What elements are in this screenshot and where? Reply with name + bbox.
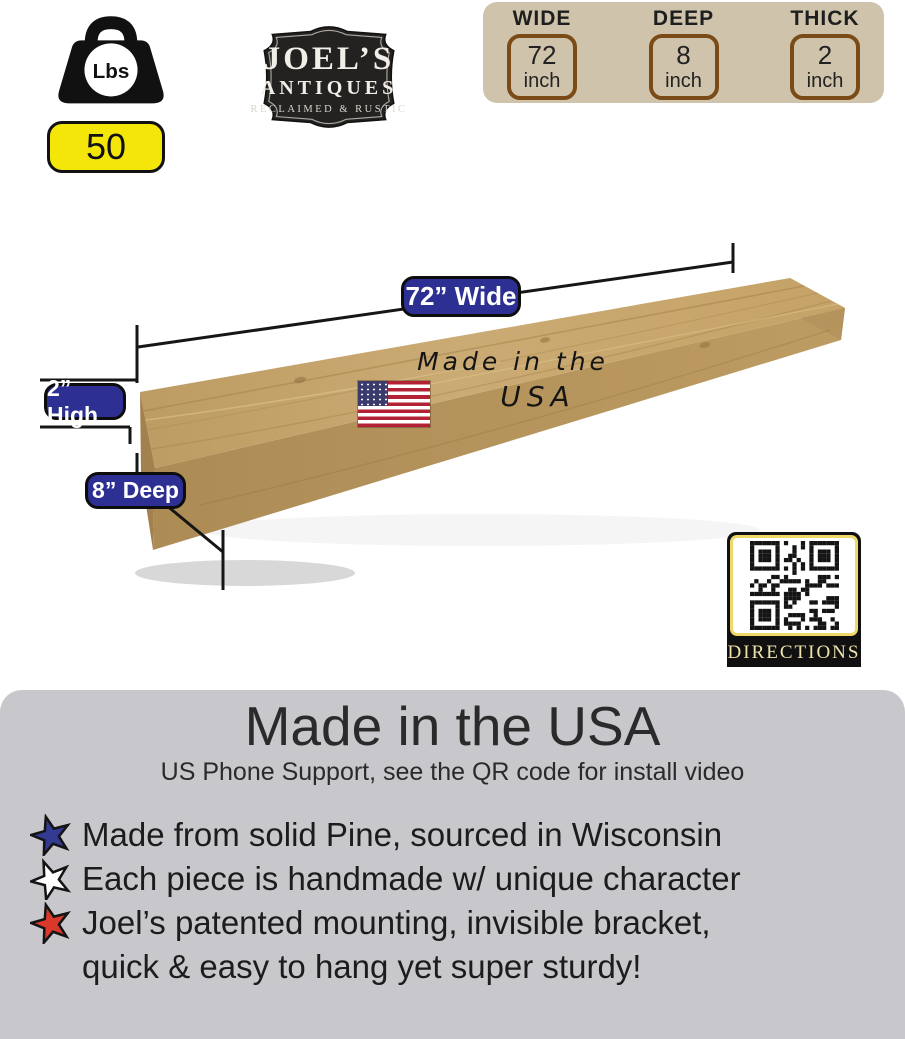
logo-name: JOEL’S <box>263 41 395 77</box>
spec-deep-unit: inch <box>665 69 702 92</box>
logo-line2: ANTIQUES <box>260 77 398 99</box>
star-blue-icon <box>30 814 72 856</box>
qr-directions-label: DIRECTIONS <box>727 639 861 667</box>
qr-gold-border <box>730 535 858 636</box>
spec-wide-unit: inch <box>523 69 561 92</box>
weight-unit-label: Lbs <box>92 59 130 83</box>
feature-text: Made from solid Pine, sourced in Wisconsin <box>82 815 723 853</box>
spec-wide-box <box>507 34 577 100</box>
spec-deep-value: 8 <box>676 40 691 71</box>
shelf-shadow-soft <box>200 514 760 546</box>
width-dimension-text: 72” Wide <box>405 281 517 311</box>
spec-thick-label: THICK <box>790 7 860 30</box>
spec-deep-label: DEEP <box>652 7 715 30</box>
directions-qr-block <box>727 532 861 667</box>
spec-wide <box>499 7 585 103</box>
feature-text: quick & easy to hang yet super sturdy! <box>82 947 642 985</box>
weight-value-badge <box>47 121 165 173</box>
shelf-shadow <box>135 560 355 586</box>
brand-logo <box>246 22 412 132</box>
us-flag-icon <box>358 381 430 427</box>
depth-dimension-label <box>85 472 186 509</box>
weight-kettlebell-icon <box>52 12 170 116</box>
footer-heading: Made in the USA <box>244 695 661 757</box>
qr-frame <box>727 532 861 639</box>
us-flag-canton <box>358 381 388 406</box>
spec-deep-box <box>649 34 719 100</box>
height-dimension-label <box>44 374 126 428</box>
spec-wide-value: 72 <box>527 40 557 71</box>
width-dimension-label <box>401 276 521 317</box>
spec-thick-unit: inch <box>806 69 844 92</box>
spec-thick-value: 2 <box>817 40 833 71</box>
list-item <box>30 945 905 989</box>
list-item <box>30 857 905 901</box>
feature-text: Each piece is handmade w/ unique character <box>82 859 741 897</box>
star-white-icon <box>30 858 72 900</box>
spec-wide-label: WIDE <box>512 7 572 30</box>
spec-thick-box <box>790 34 860 100</box>
feature-text: Joel’s patented mounting, invisible bracket, <box>82 903 711 941</box>
spec-thick <box>782 7 868 103</box>
qr-code-svg <box>750 541 839 630</box>
depth-dimension-text: 8” Deep <box>92 477 179 503</box>
star-red-icon <box>30 902 72 944</box>
logo-tagline: RECLAIMED & RUSTIC <box>250 104 408 115</box>
weight-value: 50 <box>85 126 127 167</box>
list-item <box>30 901 905 945</box>
stamp-made-in-the: Made in the <box>417 347 609 376</box>
spec-deep <box>641 7 727 103</box>
footer-panel <box>0 690 905 1039</box>
stamp-usa: USA <box>500 380 576 413</box>
height-dimension-text: 2” High <box>47 374 99 428</box>
feature-list <box>30 813 905 989</box>
list-item <box>30 813 905 857</box>
dimensions-panel <box>483 2 884 103</box>
footer-subheading: US Phone Support, see the QR code for install video <box>160 757 745 786</box>
